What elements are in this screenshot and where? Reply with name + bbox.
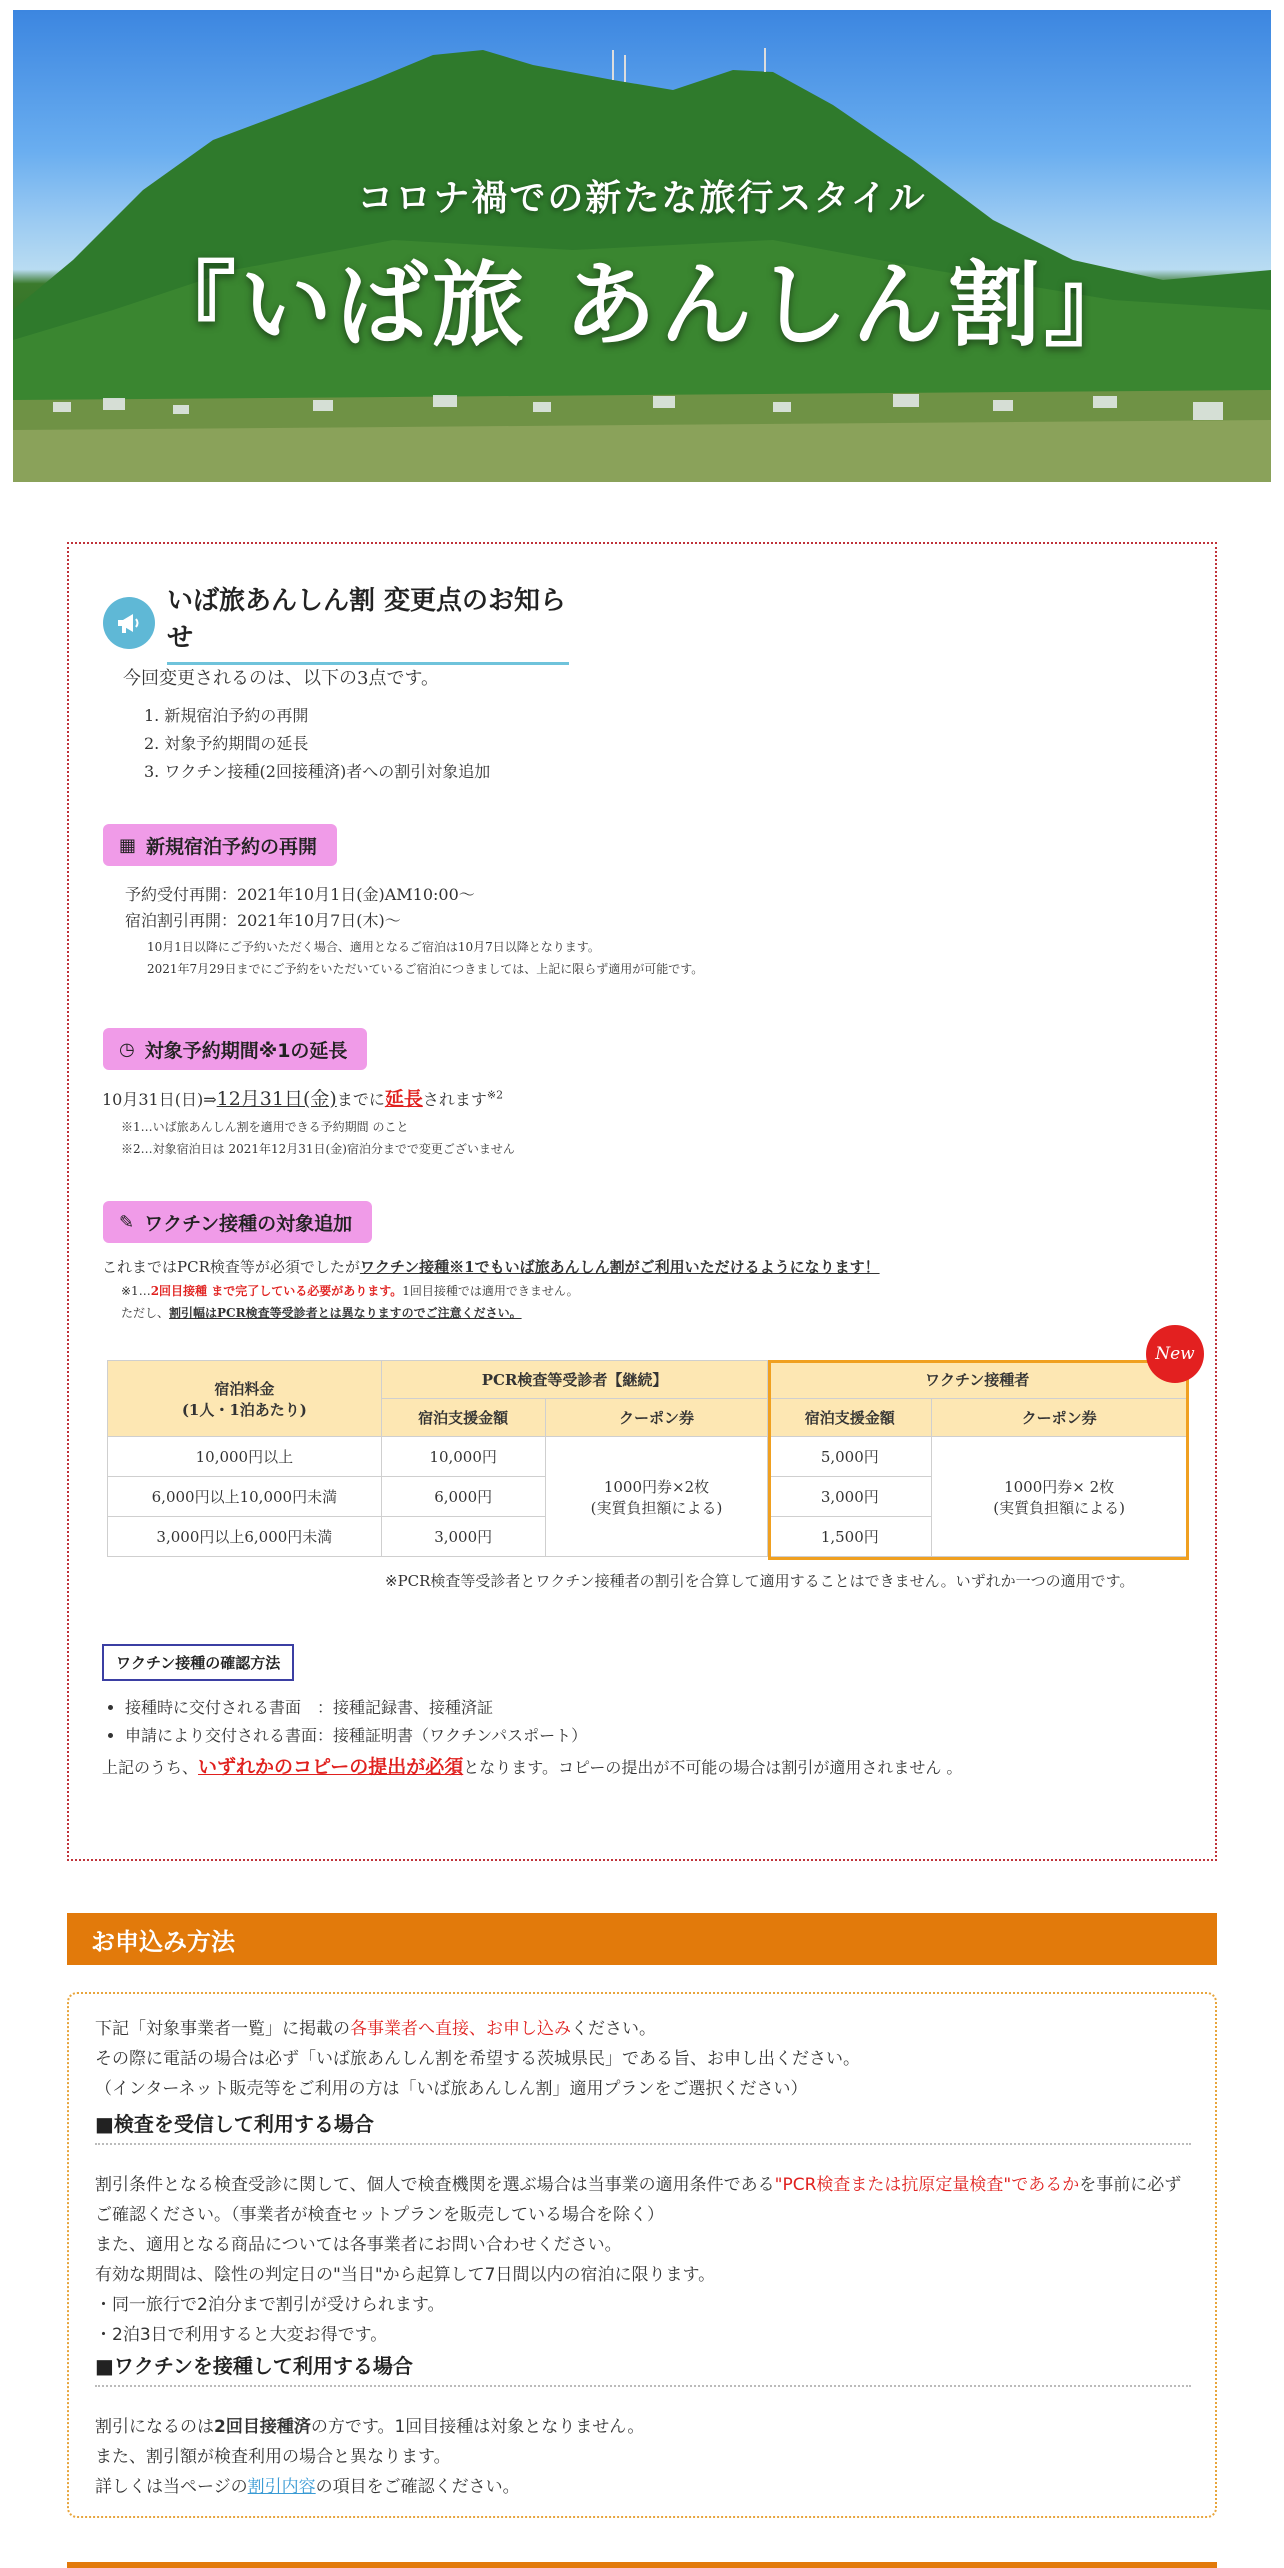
- header-fee: 宿泊料金 (1人・1泊あたり): [108, 1361, 382, 1437]
- notice-header: [103, 580, 569, 665]
- reservation-note1: 10月1日以降にご予約いただく場合、適用となるご宿泊は10月7日以降となります。: [147, 940, 600, 954]
- hero-title: 『いば旅 あんしん割』: [143, 252, 1141, 359]
- apply-q6: ・2泊3日で利用すると大変お得です。: [95, 2325, 388, 2345]
- vaccine-note2: ただし、割引幅はPCR検査等受診者とは異なりますのでご注意ください。: [121, 1306, 522, 1320]
- header-vaccine: ワクチン接種者: [768, 1361, 1187, 1399]
- header-support: 宿泊支援金額: [768, 1399, 932, 1437]
- apply-q4: 有効な期間は、陰性の判定日の"当日"から起算して7日間以内の宿泊に限ります。: [95, 2265, 716, 2285]
- apply-q5: ・同一旅行で2泊分まで割引が受けられます。: [95, 2295, 445, 2315]
- reservation-note2: 2021年7月29日までにご予約をいただいているご宿泊につきましては、上記に限らず適用が可能です。: [147, 962, 704, 976]
- header-coupon: クーポン券: [932, 1399, 1187, 1437]
- apply-p3: （インターネット販売等をご利用の方は「いば旅あんしん割」適用プランをご選択ください）: [95, 2079, 808, 2099]
- next-section-header: [67, 2562, 1217, 2568]
- vaccine-text: これまではPCR検査等が必須でしたがワクチン接種※1でもいば旅あんしん割がご利用いただけるようになります！: [102, 1258, 880, 1276]
- hero-banner: [13, 10, 1271, 482]
- list-item: 1. 新規宿泊予約の再開: [144, 706, 309, 725]
- apply-q1: 割引条件となる検査受診に関して、個人で検査機関を選ぶ場合は当事業の適用条件である"PCR検査または抗原定量検査"であるかを事前に必ず: [95, 2175, 1182, 2195]
- apply-q3: また、適用となる商品については各事業者にお問い合わせください。: [95, 2235, 622, 2255]
- apply-heading-test: ■検査を受信して利用する場合: [95, 2108, 1191, 2145]
- discount-table: [107, 1360, 1187, 1557]
- table-footnote: ※PCR検査等受診者とワクチン接種者の割引を合算して適用することはできません。いずれか一つの適用です。: [385, 1572, 1135, 1590]
- header-coupon: クーポン券: [545, 1399, 768, 1437]
- clock-icon: ◷: [119, 1038, 135, 1060]
- apply-r1: 割引になるのは2回目接種済の方です。1回目接種は対象となりません。: [95, 2417, 645, 2437]
- apply-r2: また、割引額が検査利用の場合と異なります。: [95, 2447, 451, 2467]
- apply-p1: 下記「対象事業者一覧」に掲載の各事業者へ直接、お申し込みください。: [95, 2019, 656, 2039]
- notice-box: [67, 542, 1217, 1861]
- apply-p2: その際に電話の場合は必ず「いば旅あんしん割を希望する茨城県民」である旨、お申し出ください。: [95, 2049, 860, 2069]
- pcr-coupon-cell: 1000円券×2枚 (実質負担額による): [545, 1437, 768, 1557]
- notice-title: いば旅あんしん割 変更点のお知らせ: [167, 580, 569, 665]
- list-item: 3. ワクチン接種(2回接種済)者への割引対象追加: [144, 762, 491, 781]
- apply-heading-vaccine: ■ワクチンを接種して利用する場合: [95, 2350, 1191, 2387]
- reservation-line1: 予約受付再開：2021年10月1日(金)AM10:00～: [125, 885, 475, 904]
- period-note2: ※2…対象宿泊日は 2021年12月31日(金)宿泊分までで変更ございません: [121, 1142, 515, 1156]
- list-item: • 接種時に交付される書面 ：接種記録書、接種済証: [125, 1694, 587, 1722]
- section-label-period: [103, 1028, 367, 1070]
- confirm-summary: 上記のうち、いずれかのコピーの提出が必須となります。コピーの提出が不可能の場合は割引が適用されません 。: [102, 1756, 963, 1778]
- calendar-icon: ▦: [119, 834, 137, 856]
- pen-icon: ✎: [119, 1211, 135, 1233]
- period-text: 10月31日(日)⇒12月31日(金)までに延長されます$^{※2}$: [102, 1088, 504, 1110]
- confirm-list: [121, 1694, 587, 1750]
- table-row: 6,000円以上10,000円未満 6,000円 3,000円: [108, 1477, 1187, 1517]
- vaccine-note1: ※1…2回目接種 まで完了している必要があります。1回目接種では適用できません。: [121, 1284, 579, 1298]
- new-badge: New: [1146, 1325, 1204, 1383]
- section-label-reservation: [103, 824, 337, 866]
- list-item: • 申請により交付される書面：接種証明書（ワクチンパスポート）: [125, 1722, 587, 1750]
- table-row: 3,000円以上6,000円未満 3,000円 1,500円: [108, 1517, 1187, 1557]
- apply-q2: ご確認ください。（事業者が検査セットプランを販売している場合を除く）: [95, 2205, 664, 2225]
- confirm-method-label: ワクチン接種の確認方法: [102, 1644, 294, 1681]
- apply-box: [67, 1992, 1217, 2518]
- megaphone-icon: [103, 597, 155, 649]
- list-item: 2. 対象予約期間の延長: [144, 734, 309, 753]
- discount-detail-link[interactable]: 割引内容: [247, 2477, 316, 2497]
- table-row: 10,000円以上 10,000円 1000円券×2枚 (実質負担額による) 5,000円 1000円券× 2枚 (実質負担額による): [108, 1437, 1187, 1477]
- section-label-text: 新規宿泊予約の再開: [146, 835, 318, 858]
- period-note1: ※1…いば旅あんしん割を適用できる予約期間 のこと: [121, 1120, 409, 1134]
- apply-section-header: お申込み方法: [67, 1913, 1217, 1965]
- header-pcr: PCR検査等受診者【継続】: [381, 1361, 768, 1399]
- hero-subtitle: コロナ禍での新たな旅行スタイル: [357, 178, 927, 219]
- reservation-line2: 宿泊割引再開：2021年10月7日(木)～: [125, 911, 401, 930]
- vaccine-coupon-cell: 1000円券× 2枚 (実質負担額による): [932, 1437, 1187, 1557]
- header-support: 宿泊支援金額: [381, 1399, 545, 1437]
- section-label-vaccine: [103, 1201, 372, 1243]
- change-list: [144, 702, 490, 786]
- apply-r3: 詳しくは当ページの割引内容の項目をご確認ください。: [95, 2477, 520, 2497]
- section-label-text: ワクチン接種の対象追加: [144, 1212, 353, 1235]
- section-label-text: 対象予約期間※1の延長: [144, 1039, 348, 1062]
- notice-lead: 今回変更されるのは、以下の3点です。: [123, 668, 440, 689]
